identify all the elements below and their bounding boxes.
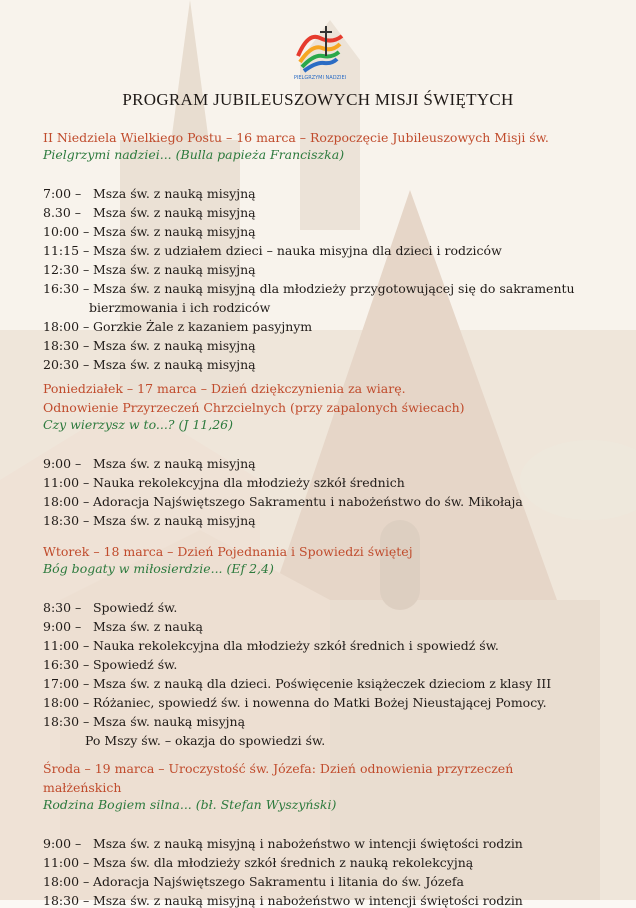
schedule-row (43, 513, 256, 528)
schedule-text: Msza św. z nauką misyjną (89, 224, 256, 239)
schedule-row (43, 600, 177, 615)
schedule-text: Msza św. z nauką misyjną (89, 456, 256, 471)
schedule-time: 11:00 – (43, 638, 90, 653)
schedule-text: Msza św. z nauką misyjną dla młodzieży przygotowującej się do sakramentu (89, 281, 575, 296)
schedule-time: 18:30 – (43, 338, 90, 353)
schedule-time: 16:30 – (43, 281, 90, 296)
page-title: PROGRAM JUBILEUSZOWYCH MISJI ŚWIĘTYCH (122, 90, 514, 109)
schedule-row (43, 205, 256, 220)
schedule-text: Spowiedź św. (89, 657, 178, 672)
schedule-time: 16:30 – (43, 657, 90, 672)
schedule-row (43, 475, 405, 490)
schedule-time: 18:30 – (43, 893, 90, 908)
schedule-time: 11:00 – (43, 475, 90, 490)
section-heading: Poniedziałek – 17 marca – Dzień dziękczynienia za wiarę. (43, 381, 406, 396)
schedule-row (43, 456, 256, 471)
schedule-time: 9:00 – (43, 619, 82, 634)
schedule-text: Msza św. z nauką misyjną (89, 338, 256, 353)
schedule-time: 17:00 – (43, 676, 90, 691)
section-quote: Bóg bogaty w miłosierdzie... (Ef 2,4) (43, 561, 274, 576)
schedule-row (43, 619, 203, 634)
section-heading: Wtorek – 18 marca – Dzień Pojednania i Spowiedzi świętej (43, 544, 413, 559)
section-quote: Pielgrzymi nadziei... (Bulla papieża Franciszka) (43, 147, 345, 162)
schedule-text: Msza św. z nauką misyjną i nabożeństwo w intencji świętości rodzin (89, 836, 523, 851)
schedule-time: 18:00 – (43, 494, 90, 509)
schedule-row (43, 874, 464, 889)
schedule-text: Msza św. nauką misyjną (89, 714, 246, 729)
schedule-time: 9:00 – (43, 836, 82, 851)
section-heading: Odnowienie Przyrzeczeń Chrzcielnych (przy zapalonych świecach) (43, 400, 465, 415)
schedule-text: Adoracja Najświętszego Sakramentu i nabożeństwo do św. Mikołaja (89, 494, 523, 509)
schedule-time: 8:30 – (43, 600, 82, 615)
schedule-text: Msza św. z nauką misyjną (89, 262, 256, 277)
section-heading: II Niedziela Wielkiego Postu – 16 marca – Rozpoczęcie Jubileuszowych Misji św. (43, 130, 549, 145)
schedule-row (43, 224, 256, 239)
schedule-row (43, 676, 551, 691)
section-quote: Rodzina Bogiem silna... (bł. Stefan Wyszyński) (43, 797, 337, 812)
schedule-time: 11:15 – (43, 243, 90, 258)
section-heading: małżeńskich (43, 780, 122, 795)
schedule-row (43, 262, 256, 277)
section-heading: Środa – 19 marca – Uroczystość św. Józefa: Dzień odnowienia przyrzeczeń (43, 761, 514, 776)
schedule-row (43, 714, 245, 729)
schedule-text: Msza św. z nauką misyjną (89, 186, 256, 201)
jubilee-logo (290, 22, 350, 82)
schedule-row (43, 243, 502, 258)
schedule-time: 12:30 – (43, 262, 90, 277)
schedule-time: 11:00 – (43, 855, 90, 870)
section-quote: Czy wierzysz w to...? (J 11,26) (43, 417, 233, 432)
schedule-text: Msza św. z nauką (89, 619, 203, 634)
schedule-text: Gorzkie Żale z kazaniem pasyjnym (89, 319, 313, 334)
schedule-text: Adoracja Najświętszego Sakramentu i litania do św. Józefa (89, 874, 464, 889)
schedule-time: 18:30 – (43, 513, 90, 528)
schedule-text: Różaniec, spowiedź św. i nowenna do Matki Bożej Nieustającej Pomocy. (89, 695, 547, 710)
logo-caption: PIELGRZYMI NADZIEI (293, 75, 347, 81)
schedule-row (43, 836, 523, 851)
jubilee-logo-icon (290, 22, 350, 82)
schedule-row (43, 338, 256, 353)
schedule-time: 7:00 – (43, 186, 82, 201)
schedule-row (43, 638, 499, 653)
schedule-text: Nauka rekolekcyjna dla młodzieży szkół średnich (89, 475, 405, 490)
schedule-time: 8.30 – (43, 205, 82, 220)
schedule-text: Nauka rekolekcyjna dla młodzieży szkół średnich i spowiedź św. (89, 638, 499, 653)
schedule-text: Msza św. z nauką misyjną (89, 205, 256, 220)
schedule-time: 18:00 – (43, 695, 90, 710)
schedule-text: Msza św. z udziałem dzieci – nauka misyjna dla dzieci i rodziców (89, 243, 502, 258)
schedule-text: Msza św. z nauką misyjną i nabożeństwo w intencji świętości rodzin (89, 893, 523, 908)
schedule-time: 10:00 – (43, 224, 90, 239)
schedule-row (43, 281, 575, 296)
schedule-row (43, 494, 523, 509)
schedule-text: Msza św. z nauką misyjną (89, 513, 256, 528)
schedule-row (43, 357, 256, 372)
schedule-row (43, 186, 256, 201)
schedule-row (43, 319, 312, 334)
schedule-time: 9:00 – (43, 456, 82, 471)
schedule-text: Msza św. z nauką misyjną (89, 357, 256, 372)
schedule-row (43, 695, 547, 710)
schedule-text: Msza św. z nauką dla dzieci. Poświęcenie książeczek dzieciom z klasy III (89, 676, 552, 691)
schedule-time: 18:00 – (43, 319, 90, 334)
schedule-time: 18:30 – (43, 714, 90, 729)
schedule-row (43, 893, 523, 908)
schedule-row (43, 855, 473, 870)
schedule-time: 20:30 – (43, 357, 90, 372)
schedule-continuation: Po Mszy św. – okazja do spowiedzi św. (85, 733, 326, 748)
schedule-text: Spowiedź św. (89, 600, 178, 615)
schedule-text: Msza św. dla młodzieży szkół średnich z nauką rekolekcyjną (89, 855, 474, 870)
schedule-time: 18:00 – (43, 874, 90, 889)
schedule-continuation: bierzmowania i ich rodziców (89, 300, 271, 315)
schedule-row (43, 657, 177, 672)
